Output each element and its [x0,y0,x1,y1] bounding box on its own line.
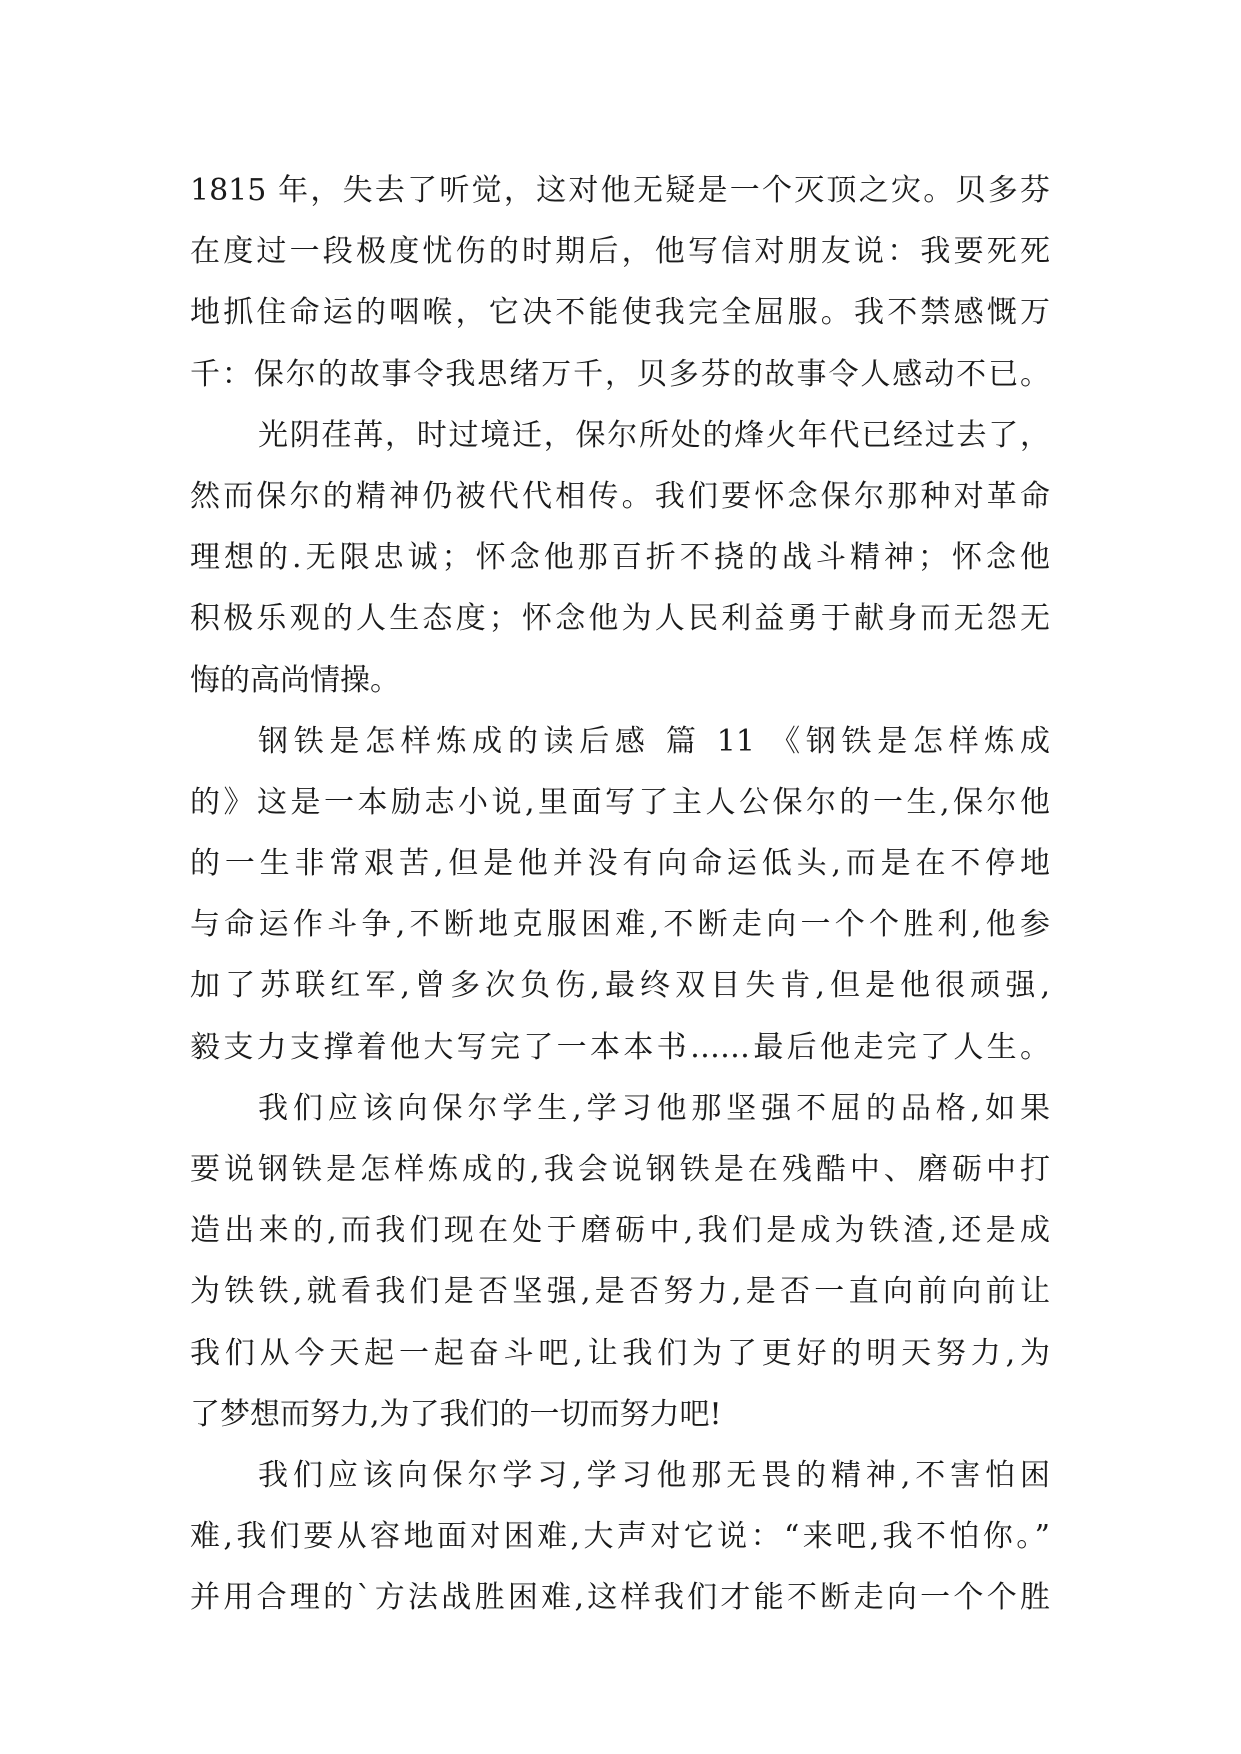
text-line: 地抓住命运的咽喉，它决不能使我完全屈服。我不禁感慨万 [190,295,1050,331]
text-line: 毅支力支撑着他大写完了一本本书……最后他走完了人生。 [190,1029,1050,1065]
text-line: 理想的.无限忠诚；怀念他那百折不挠的战斗精神；怀念他 [190,540,1050,576]
text-line: 我们应该向保尔学习,学习他那无畏的精神,不害怕困 [258,1457,1050,1493]
text-line: 要说钢铁是怎样炼成的,我会说钢铁是在残酷中、磨砺中打 [190,1152,1050,1187]
text-line: 加了苏联红军,曾多次负伤,最终双目失肯,但是他很顽强, [190,968,1050,1004]
text-line: 的》这是一本励志小说,里面写了主人公保尔的一生,保尔他 [190,784,1050,820]
text-line: 悔的高尚情操。 [190,662,400,698]
text-line: 光阴荏苒，时过境迁，保尔所处的烽火年代已经过去了， [258,417,1050,453]
text-line: 然而保尔的精神仍被代代相传。我们要怀念保尔那种对革命 [190,478,1050,514]
document-body [190,160,1050,1629]
text-line: 并用合理的`方法战胜困难,这样我们才能不断走向一个个胜 [190,1580,1050,1616]
text-line: 积极乐观的人生态度；怀念他为人民利益勇于献身而无怨无 [190,601,1050,637]
text-line: 造出来的,而我们现在处于磨砺中,我们是成为铁渣,还是成 [190,1213,1050,1249]
text-line: 为铁铁,就看我们是否坚强,是否努力,是否一直向前向前让 [190,1274,1050,1310]
text-line: 我们从今天起一起奋斗吧,让我们为了更好的明天努力,为 [190,1335,1050,1371]
text-line: 的一生非常艰苦,但是他并没有向命运低头,而是在不停地 [190,846,1050,882]
text-line: 我们应该向保尔学生,学习他那坚强不屈的品格,如果 [258,1090,1050,1126]
text-line: 难,我们要从容地面对困难,大声对它说：“来吧,我不怕你。” [190,1519,1050,1555]
text-line: 千：保尔的故事令我思绪万千，贝多芬的故事令人感动不已。 [190,356,1050,392]
text-line: 1815 年，失去了听觉，这对他无疑是一个灭顶之灾。贝多芬 [190,173,1050,208]
text-line: 在度过一段极度忧伤的时期后，他写信对朋友说：我要死死 [190,234,1050,270]
text-line: 钢铁是怎样炼成的读后感 篇 11 《钢铁是怎样炼成 [258,723,1050,759]
text-line: 与命运作斗争,不断地克服困难,不断走向一个个胜利,他参 [190,907,1050,943]
text-line: 了梦想而努力,为了我们的一切而努力吧! [190,1396,722,1432]
